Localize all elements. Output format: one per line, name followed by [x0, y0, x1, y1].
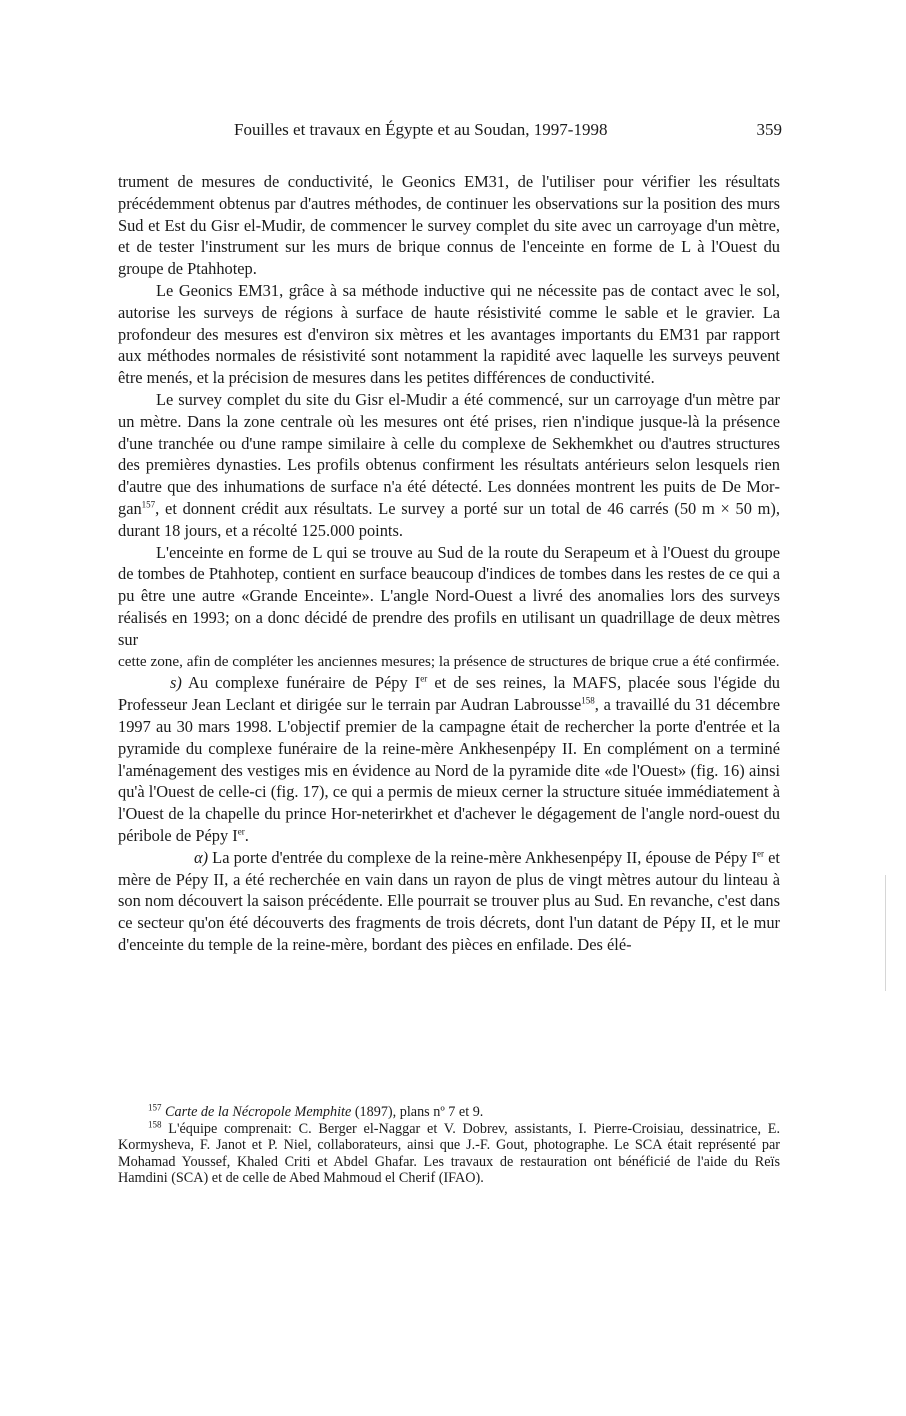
footnote-ref-157: 157 [141, 499, 156, 510]
paragraph-enceinte: L'enceinte en forme de L qui se trouve au Sud de la route du Serapeum et à l'Ouest du groupe de tombes de Ptahhotep, contient en surface beaucoup d'indices de tombes dans les restes de ce qui a pu être une autre «Grande Enceinte». L'angle Nord-Ouest a livré des anomalies lors des surveys réalisés en 1993; on a donc décidé de prendre des profils en utilisant un quadrillage de deux mètres sur [118, 542, 780, 649]
paragraph-text: et de ses reines, la MAFS, placée sous l'égide du Professeur Jean Leclant et dirigée sur le terrain par Audran Labrousse [118, 673, 780, 715]
paragraph-continuation: trument de mesures de conductivité, le Geonics EM31, de l'utiliser pour vérifier les résultats précédemment obtenus par d'autres méthodes, de continuer les observations sur la position des murs Sud et Est du Gisr el-Mudir, de commencer le survey complet du site avec un carroyage d'un mètre, et de tester l'instrument sur les murs de brique connus de l'enceinte en forme de L à l'Ouest du groupe de Ptahhotep. [118, 172, 780, 279]
paragraph-text: et mère de Pépy II, a été recherchée en vain dans un rayon de plus de vingt mètres autour du linteau à son nom découvert la saison précédente. Elle pourrait se trouver plus au Sud. En revanche, c'est dans ce secteur qu'on été découverts des fragments de trois décrets, dont l'un datant de Pépy II, et le mur d'enceinte du temple de la reine-mère, bordant des pièces en enfilade. Des élé- [118, 847, 780, 954]
footnote-158 [118, 1118, 780, 1187]
superscript: er [420, 673, 428, 684]
paragraph-ankhesenpepy [118, 847, 780, 956]
subsection-marker: α) [194, 847, 209, 867]
superscript: er [237, 826, 245, 837]
main-text [118, 171, 780, 956]
footnote-text: (1897), plans nº 7 et 9. [351, 1104, 484, 1120]
paragraph-text: Le survey complet du site du Gisr el-Mudir a été commencé, sur un carroyage d'un mètre par un mètre. Dans la zone centrale où les mesures ont été prises, rien n'indique jusque-là la présence d'une tranchée ou d'une rampe similaire à celle du complexe de Sekhemkhet ou d'autres structures des premières dynasties. Les profils obtenus confirment les résultats antérieurs selon lesquels rien d'autre que des inhumations de surface n'a été détecté. Les données montrent les puits de De Morgan [118, 389, 780, 518]
footnote-number: 157 [148, 1102, 162, 1113]
paragraph-text: Au complexe funéraire de Pépy I [181, 673, 421, 693]
section-marker: s) [170, 673, 182, 693]
superscript: er [757, 848, 765, 859]
paragraph-enceinte-end: cette zone, afin de compléter les anciennes mesures; la présence de structures de brique crue a été confirmée. [118, 652, 780, 670]
scan-margin-line [885, 875, 886, 991]
paragraph-text: . [244, 825, 249, 845]
paragraph-pepy [118, 672, 780, 846]
footnote-title: Carte de la Nécropole Memphite [165, 1104, 352, 1120]
footnote-ref-158: 158 [581, 695, 595, 706]
footnote-157 [118, 1104, 780, 1121]
paragraph-survey [118, 389, 780, 542]
paragraph-text: , et donnent crédit aux résultats. Le survey a porté sur un total de 46 carrés (50 m × 50 m), durant 18 jours, et a récolté 125.000 points. [118, 498, 780, 540]
running-title: Fouilles et travaux en Égypte et au Soudan, 1997-1998 [234, 120, 608, 139]
footnote-text: L'équipe comprenait: C. Berger el-Naggar et V. Dobrev, assistants, I. Pierre-Croisiau, dessinatrice, E. Kormysheva, F. Janot et P. Niel, collaborateurs, ainsi que J.-F. Gout, photographe. Le SCA était représenté par Mohamad Youssef, Khaled Criti et Abdel Ghafar. Les travaux de restauration ont bénéficié de l'aide du Reïs Hamdini (SCA) et de celle de Abed Mahmoud el Cherif (IFAO). [118, 1120, 780, 1187]
paragraph-text: , a travaillé du 31 décembre 1997 au 30 mars 1998. L'objectif premier de la campagne était de rechercher la porte d'entrée et la pyramide du complexe funéraire de la reine-mère Ankhesenpépy II. En complément on a terminé l'aménagement des vestiges mis en évidence au Nord de la pyramide dite «de l'Ouest» (fig. 16) ainsi qu'à l'Ouest de celle-ci (fig. 17), ce qui a permis de mieux cerner la structure située immédiatement à l'Ouest de la chapelle du prince Hor-neterirkhet et d'achever le dégagement de l'angle nord-ouest du péribole de Pépy I [118, 695, 780, 845]
running-header [150, 117, 782, 143]
paragraph-em31: Le Geonics EM31, grâce à sa méthode inductive qui ne nécessite pas de contact avec le sol, autorise les surveys de régions à surface de haute résistivité comme le sable et le gravier. La profondeur des mesures est d'environ six mètres et les avantages importants du EM31 par rapport aux méthodes normales de résistivité sont notamment la rapidité avec laquelle les surveys peuvent être menés, et la précision de mesures dans les petites différences de conductivité. [118, 280, 780, 388]
footnotes [118, 1104, 780, 1187]
page-number: 359 [756, 120, 782, 139]
paragraph-text: La porte d'entrée du complexe de la reine-mère Ankhesenpépy II, épouse de Pépy I [208, 847, 758, 867]
footnote-number: 158 [148, 1118, 162, 1129]
